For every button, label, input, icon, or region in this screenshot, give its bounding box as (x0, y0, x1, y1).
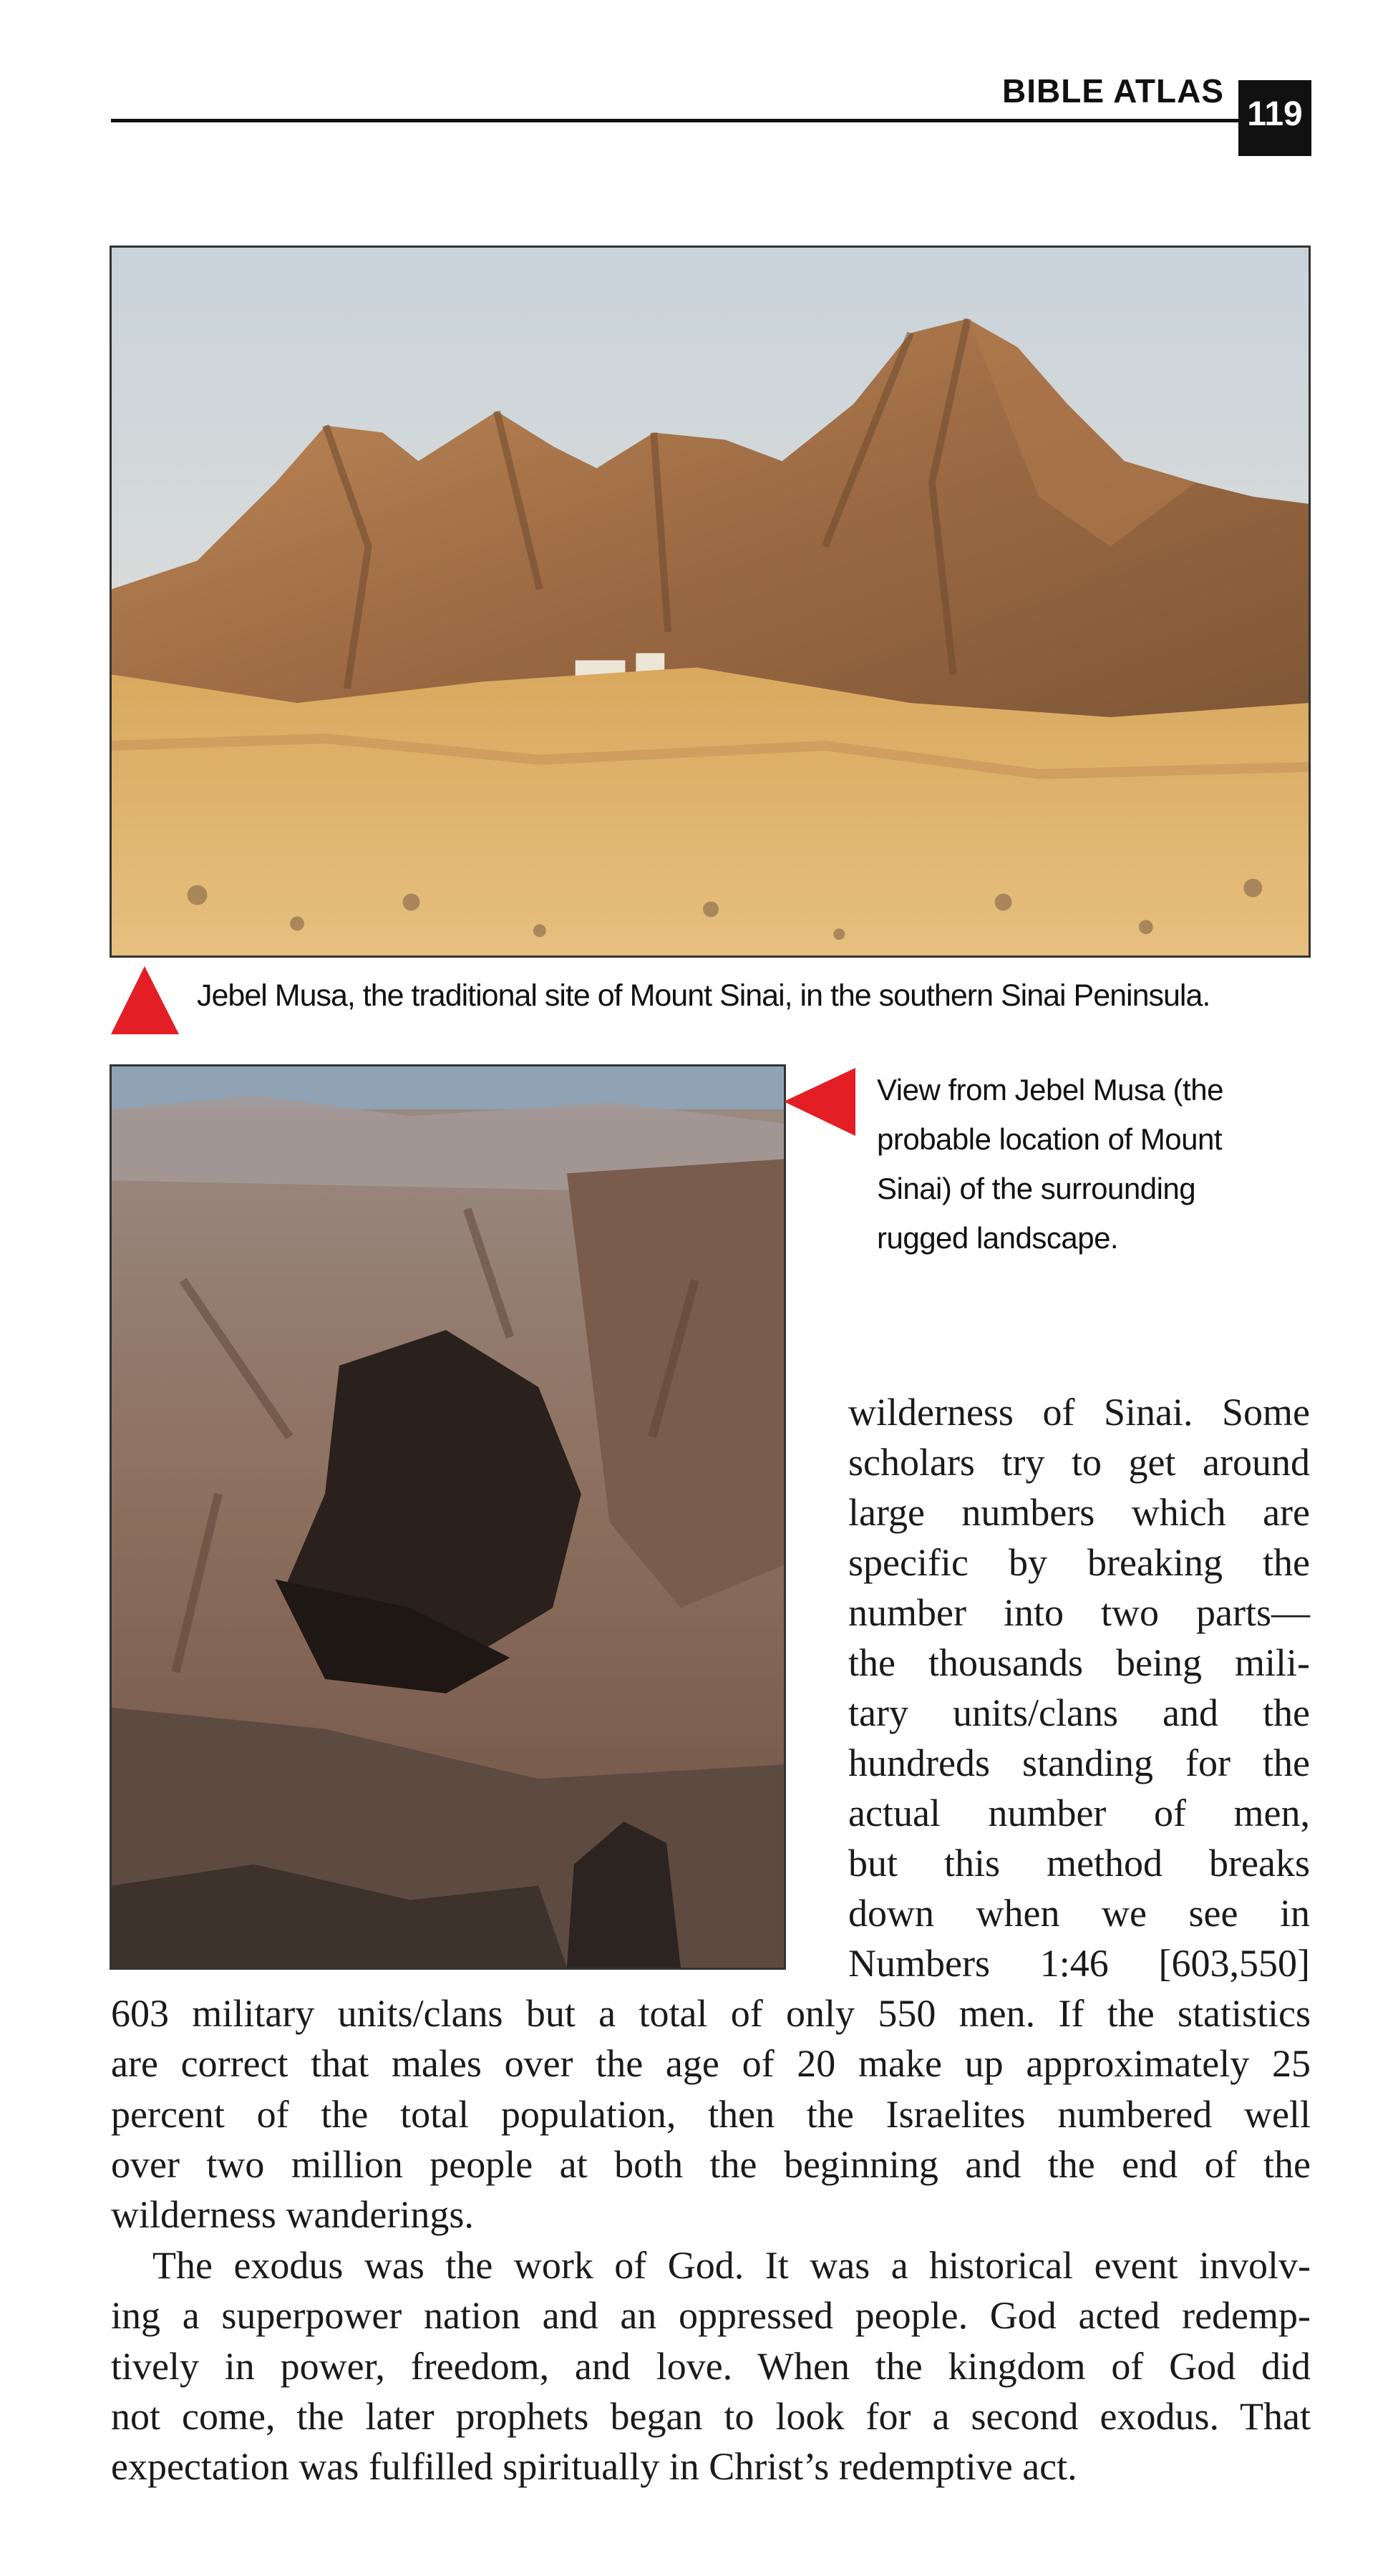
body-line: wilderness of Sinai. Some (848, 1391, 1310, 1434)
body-line: over two million people at both the beginning and the end of the (111, 2142, 1311, 2186)
side-photo-caption (877, 1065, 1321, 1263)
body-text-narrow-column (848, 1387, 1310, 1988)
header-rule (111, 119, 1238, 122)
body-line: actual number of men, (848, 1792, 1310, 1834)
jebel-musa-view-photo (110, 1064, 786, 1970)
body-line: tively in power, freedom, and love. When the kingdom of God did (111, 2344, 1311, 2388)
body-line: expectation was fulfilled spiritually in Christ’s redemptive act. (111, 2445, 1077, 2489)
body-line: tary units/clans and the (848, 1691, 1310, 1734)
page-number-tab (1238, 80, 1311, 156)
body-line: Numbers 1:46 [603,550] (848, 1942, 1310, 1985)
jebel-musa-photo (110, 246, 1311, 958)
body-line: percent of the total population, then the Israelites numbered well (111, 2092, 1311, 2136)
body-line: specific by breaking the (848, 1541, 1310, 1584)
side-caption-line: rugged landscape. (877, 1221, 1119, 1255)
body-line: scholars try to get around (848, 1441, 1310, 1484)
caption-pointer-left-icon (784, 1068, 855, 1136)
body-line: 603 military units/clans but a total of only 550 men. If the statistics (111, 1992, 1311, 2035)
running-header-title: BIBLE ATLAS (1002, 72, 1224, 110)
body-line: but this method breaks (848, 1842, 1310, 1885)
body-line: not come, the later prophets began to look for a second exodus. That (111, 2394, 1311, 2438)
page-number: 119 (1247, 95, 1303, 133)
body-line: wilderness wanderings. (111, 2193, 474, 2237)
body-line: the thousands being mili- (848, 1641, 1310, 1684)
body-line: ing a superpower nation and an oppressed people. God acted redemp- (111, 2294, 1311, 2338)
body-line: are correct that males over the age of 20 make up approximately 25 (111, 2042, 1311, 2086)
side-caption-line: probable location of Mount (877, 1122, 1222, 1156)
caption-pointer-up-icon (111, 966, 179, 1034)
top-photo-caption: Jebel Musa, the traditional site of Mount Sinai, in the southern Sinai Peninsula. (197, 978, 1210, 1013)
jebel-musa-illustration (112, 248, 1309, 956)
body-paragraph-exodus (111, 2240, 1311, 2492)
body-line: down when we see in (848, 1892, 1310, 1935)
body-line: large numbers which are (848, 1491, 1310, 1534)
body-line: The exodus was the work of God. It was a historical event involv- (152, 2244, 1311, 2287)
body-line: hundreds standing for the (848, 1741, 1310, 1784)
body-line: number into two parts— (848, 1591, 1310, 1634)
side-caption-line: Sinai) of the surrounding (877, 1172, 1196, 1205)
rugged-landscape-illustration (112, 1066, 784, 1968)
side-caption-line: View from Jebel Musa (the (877, 1073, 1223, 1107)
body-paragraph-continuation (111, 1988, 1311, 2240)
